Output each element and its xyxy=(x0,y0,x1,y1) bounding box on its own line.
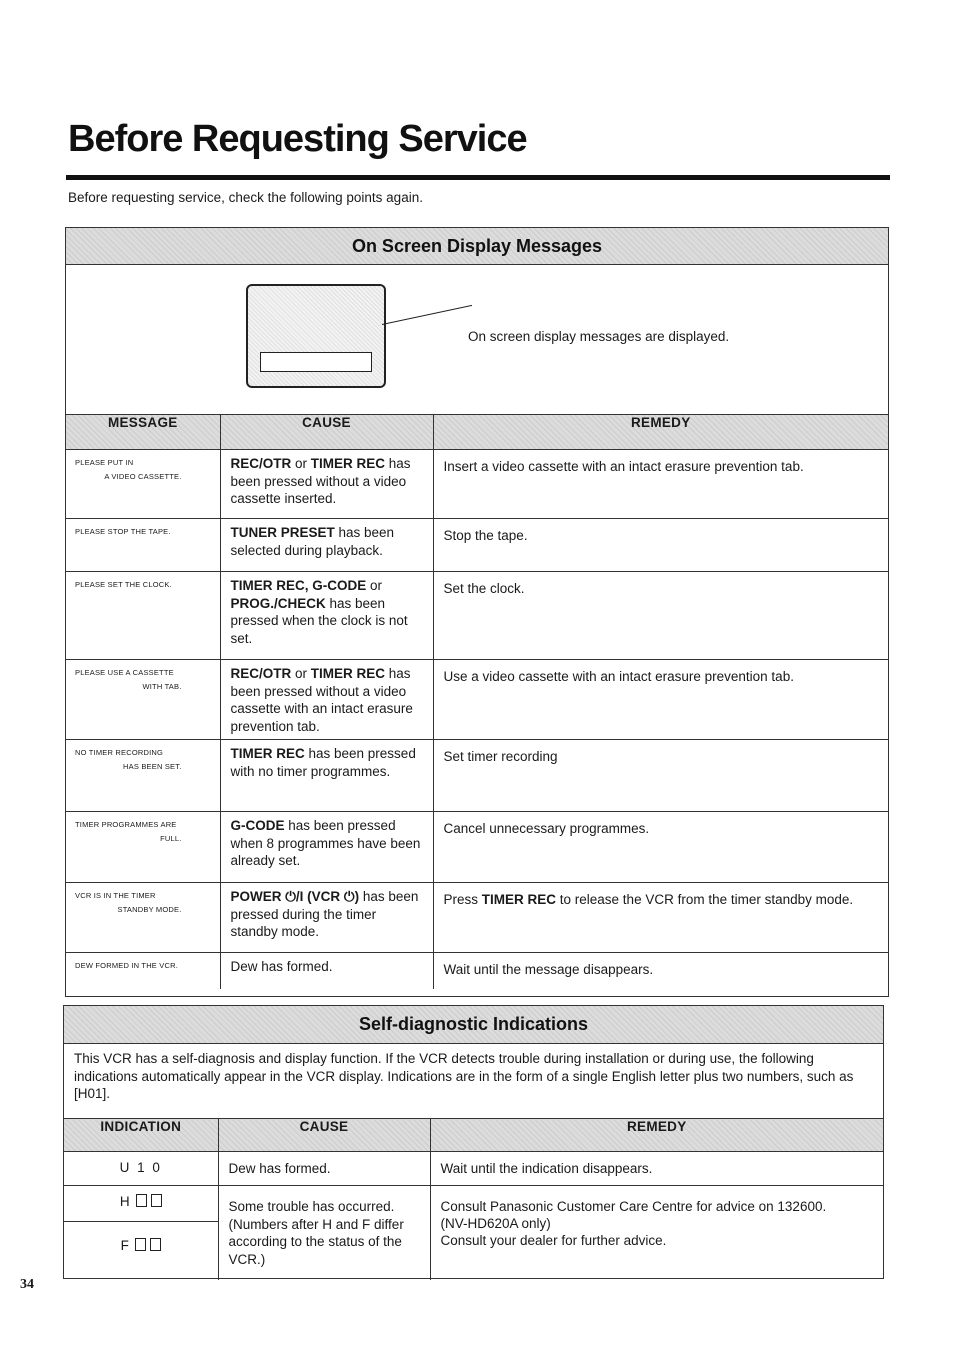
col-header-cause-2: CAUSE xyxy=(218,1119,430,1152)
indication-cell-h xyxy=(64,1186,218,1222)
col-header-cause: CAUSE xyxy=(220,415,433,450)
remedy-cell: Wait until the message disappears. xyxy=(433,953,888,989)
digit-box-icon xyxy=(136,1194,147,1207)
cause-text: REC/OTR xyxy=(230,666,292,681)
remedy-text: TIMER REC xyxy=(481,892,557,907)
cause-cell: Dew has formed. xyxy=(218,1152,430,1186)
remedy-text: to release the VCR from the timer standby mode. xyxy=(556,892,854,907)
page-title: Before Requesting Service xyxy=(68,118,527,160)
cause-text: TIMER REC xyxy=(230,746,305,761)
cause-cell xyxy=(220,450,433,519)
message-line-1: DEW FORMED IN THE VCR. xyxy=(75,961,179,970)
indication-cell-f xyxy=(64,1222,218,1280)
cause-text: PROG./CHECK xyxy=(230,595,326,611)
osd-message-bar xyxy=(260,352,372,372)
cause-text: has been pressed without a video cassette with an intact erasure prevention tab. xyxy=(230,666,413,734)
cause-text: G-CODE xyxy=(312,578,367,593)
message-cell xyxy=(66,660,220,740)
table-row xyxy=(64,1186,883,1222)
message-cell xyxy=(66,883,220,953)
remedy-cell: Cancel unnecessary programmes. xyxy=(433,812,888,883)
osd-heading: On Screen Display Messages xyxy=(351,235,603,256)
message-line-2: WITH TAB. xyxy=(142,682,182,691)
table-row xyxy=(66,953,888,989)
message-line-2: FULL. xyxy=(160,834,182,843)
remedy-line-1: Consult Panasonic Customer Care Centre for advice on 132600. xyxy=(440,1199,827,1214)
remedy-cell: Wait until the indication disappears. xyxy=(430,1152,883,1186)
remedy-text: Press xyxy=(443,892,482,907)
cause-text: has been pressed with no timer programmes. xyxy=(230,746,416,779)
selfdiag-table xyxy=(64,1118,883,1280)
cause-cell xyxy=(220,953,433,989)
remedy-cell: Stop the tape. xyxy=(433,519,888,572)
cause-text: has been pressed without a video cassette inserted. xyxy=(230,456,411,506)
cause-text: Dew has formed. xyxy=(230,959,333,974)
selfdiag-description: This VCR has a self-diagnosis and display function. If the VCR detects trouble during installation or during use, the following indications automatically appear in the VCR display. Indications are in the form of a single English letter plus two numbers, such as [H01]. xyxy=(74,1051,854,1101)
message-line-1: VCR IS IN THE TIMER xyxy=(75,891,156,900)
message-line-1: NO TIMER RECORDING xyxy=(75,748,164,757)
message-line-1: PLEASE STOP THE TAPE. xyxy=(75,527,171,536)
digit-box-icon xyxy=(135,1238,146,1251)
title-rule xyxy=(66,175,890,180)
pointer-line xyxy=(382,305,472,325)
page-number: 34 xyxy=(20,1277,34,1292)
cause-text: has been pressed when 8 programmes have been already set. xyxy=(230,818,421,868)
message-cell xyxy=(66,740,220,812)
osd-caption: On screen display messages are displayed. xyxy=(468,329,730,344)
remedy-cell xyxy=(433,883,888,953)
selfdiag-section xyxy=(63,1005,884,1279)
message-cell xyxy=(66,572,220,660)
remedy-cell: Set timer recording xyxy=(433,740,888,812)
message-line-1: PLEASE SET THE CLOCK. xyxy=(75,580,172,589)
remedy-cell: Set the clock. xyxy=(433,572,888,660)
cause-text: has been pressed when the clock is not set. xyxy=(230,595,408,646)
table-row xyxy=(66,572,888,660)
cause-text: or xyxy=(366,578,383,593)
message-line-1: PLEASE PUT IN xyxy=(75,458,134,467)
remedy-cell-hf xyxy=(430,1186,883,1280)
remedy-line-2: (NV-HD620A only) xyxy=(440,1216,551,1231)
table-row xyxy=(66,812,888,883)
message-cell xyxy=(66,812,220,883)
osd-heading-band xyxy=(66,228,888,265)
message-line-2: HAS BEEN SET. xyxy=(123,762,182,771)
message-cell xyxy=(66,450,220,519)
table-row xyxy=(66,740,888,812)
cause-text: G-CODE xyxy=(230,818,285,833)
col-header-remedy-2: REMEDY xyxy=(430,1119,883,1152)
message-line-2: STANDBY MODE. xyxy=(117,905,182,914)
indication-cell: U 1 0 xyxy=(64,1152,218,1186)
table-row xyxy=(66,450,888,519)
remedy-cell: Use a video cassette with an intact erasure prevention tab. xyxy=(433,660,888,740)
message-cell xyxy=(66,953,220,989)
indication-letter-h: H xyxy=(119,1194,132,1209)
cause-text: , xyxy=(304,578,313,593)
remedy-cell: Insert a video cassette with an intact erasure prevention tab. xyxy=(433,450,888,519)
cause-text: or xyxy=(291,666,311,681)
col-header-remedy: REMEDY xyxy=(433,415,888,450)
table-row xyxy=(64,1152,883,1186)
cause-text: has been selected during playback. xyxy=(230,525,395,558)
osd-illustration xyxy=(66,264,888,414)
remedy-line-3: Consult your dealer for further advice. xyxy=(440,1233,667,1248)
cause-cell xyxy=(220,660,433,740)
cause-cell xyxy=(220,519,433,572)
col-header-message: MESSAGE xyxy=(66,415,220,450)
message-line-2: A VIDEO CASSETTE. xyxy=(104,472,182,481)
tv-screen-icon xyxy=(246,284,386,388)
indication-letter-f: F xyxy=(120,1238,131,1253)
cause-text: TIMER REC xyxy=(310,666,386,681)
cause-cell xyxy=(220,812,433,883)
osd-table xyxy=(66,414,888,989)
osd-section xyxy=(65,227,889,997)
cause-cell xyxy=(220,883,433,953)
col-header-indication: INDICATION xyxy=(64,1119,218,1152)
cause-text: has been pressed during the timer standby mode. xyxy=(230,889,419,939)
cause-text: or xyxy=(291,456,311,471)
selfdiag-heading: Self-diagnostic Indications xyxy=(358,1014,589,1034)
table-row xyxy=(66,883,888,953)
intro-text: Before requesting service, check the following points again. xyxy=(68,190,423,205)
table-row xyxy=(66,519,888,572)
cause-text: TIMER REC xyxy=(310,456,386,471)
cause-text: POWER ⏻/I (VCR ⏻) xyxy=(230,889,360,904)
message-cell xyxy=(66,519,220,572)
cause-text: TIMER REC xyxy=(230,578,305,593)
message-line-1: TIMER PROGRAMMES ARE xyxy=(75,820,177,829)
cause-cell xyxy=(220,740,433,812)
selfdiag-heading-band xyxy=(64,1006,883,1044)
cause-cell xyxy=(220,572,433,660)
message-line-1: PLEASE USE A CASSETTE xyxy=(75,668,174,677)
digit-box-icon xyxy=(150,1238,161,1251)
cause-text: TUNER PRESET xyxy=(230,525,335,540)
digit-box-icon xyxy=(151,1194,162,1207)
cause-cell-hf: Some trouble has occurred. (Numbers after H and F differ according to the status of the VCR.) xyxy=(218,1186,430,1280)
cause-text: REC/OTR xyxy=(230,456,292,471)
table-row xyxy=(66,660,888,740)
